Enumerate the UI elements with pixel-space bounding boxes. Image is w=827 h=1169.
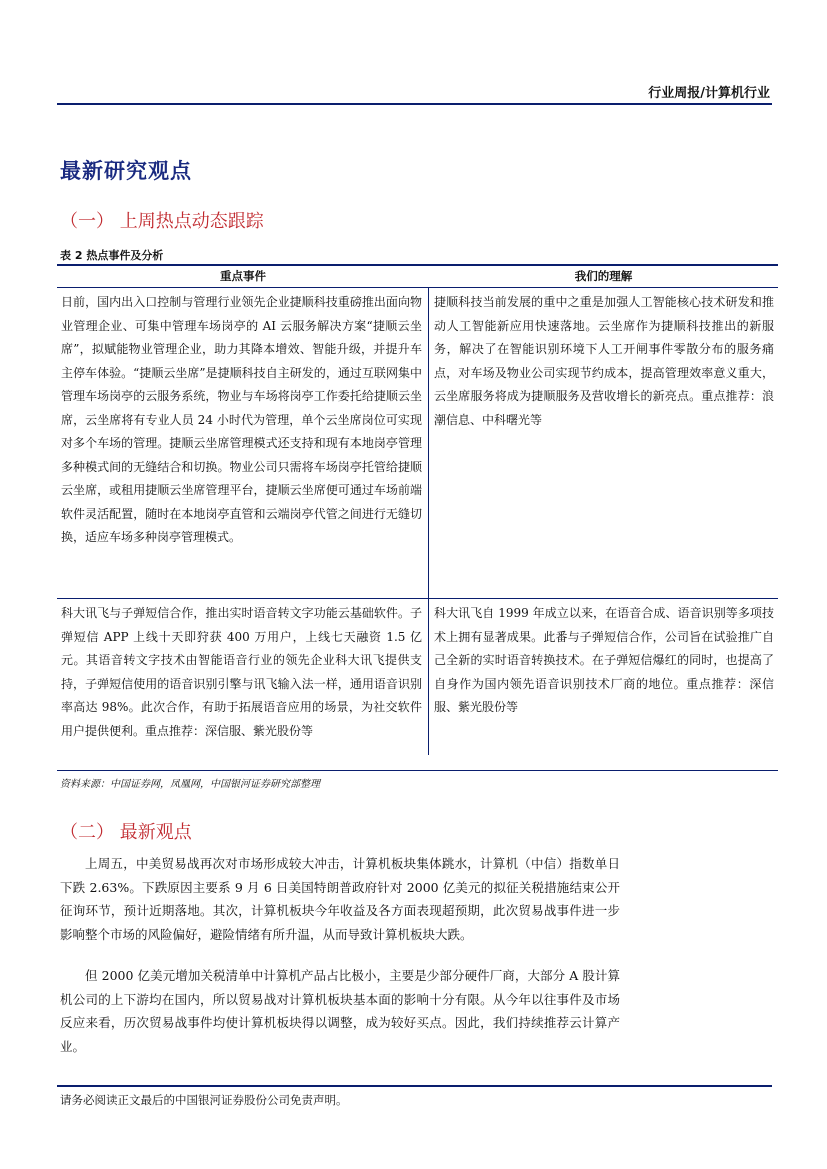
paragraph: 上周五，中美贸易战再次对市场形成较大冲击，计算机板块集体跳水，计算机（中信）指数单日下跌 2.63%。下跌原因主要系 9 月 6 日美国特朗普政府针对 2000 亿美元的拟征关税措施结束公开征询环节，预计近期落地。其次，计算机板块今年收益及各方面表现超预期，此次贸易战事件进一步影响整个市场的风险偏好，避险情绪有所升温，从而导致计算机板块大跌。 [60,856,620,942]
table-cell-view: 捷顺科技当前发展的重中之重是加强人工智能核心技术研发和推动人工智能新应用快速落地。云坐席作为捷顺科技推出的新服务，解决了在智能识别环境下人工开闸事件零散分布的服务痛点，对车场及物业公司实现节约成本，提高管理效率意义重大，云坐席服务将成为捷顺服务及营收增长的新亮点。重点推荐：浪潮信息、中科曙光等 [434,295,774,427]
table-row [57,599,778,755]
table-caption: 表 2 热点事件及分析 [60,249,164,262]
section-title: 最新研究观点 [60,159,192,183]
table-header-view: 我们的理解 [574,269,633,283]
table-cell-event: 科大讯飞与子弹短信合作，推出实时语音转文字功能云基础软件。子弹短信 APP 上线十天即狩获 400 万用户，上线七天融资 1.5 亿元。其语音转文字技术由智能语音行业的领先企业科大讯飞提供支持，子弹短信使用的语音识别引擎与讯飞输入法一样，通用语音识别率高达 98%。此次合作，有助于拓展语音应用的场景，为社交软件用户提供便利。重点推荐：深信服、紫光股份等 [57,599,429,755]
table-bottom-rule [57,770,778,771]
header-title: 行业周报/计算机行业 [648,86,770,101]
footer-rule [57,1085,772,1087]
footer-disclaimer: 请务必阅读正文最后的中国银河证券股份公司免责声明。 [60,1093,348,1107]
table-header-events: 重点事件 [220,269,266,283]
paragraph: 但 2000 亿美元增加关税清单中计算机产品占比极小，主要是少部分硬件厂商，大部分 A 股计算机公司的上下游均在国内，所以贸易战对计算机板块基本面的影响十分有限。从今年以往事件及市场反应来看，历次贸易战事件均使计算机板块得以调整，成为较好买点。因此，我们持续推荐云计算产业。 [60,968,620,1054]
header-rule [57,103,772,105]
table-cell-event: 日前，国内出入口控制与管理行业领先企业捷顺科技重磅推出面向物业管理企业、可集中管理车场岗亭的 AI 云服务解决方案“捷顺云坐席”，拟赋能物业管理企业，助力其降本增效、智能升级，并提升车主停车体验。“捷顺云坐席”是捷顺科技自主研发的，通过互联网集中管理车场岗亭的云服务系统，物业与车场将岗亭工作委托给捷顺云坐席，云坐席将有专业人员 24 小时代为管理，单个云坐席岗位可实现对多个车场的管理。捷顺云坐席管理模式还支持和现有本地岗亭管理多种模式间的无缝结合和切换。物业公司只需将车场岗亭托管给捷顺云坐席，或租用捷顺云坐席管理平台，捷顺云坐席便可通过车场前端软件灵活配置，随时在本地岗亭直管和云端岗亭代管之间进行无缝切换，适应车场多种岗亭管理模式。 [57,288,429,598]
table-cell-view: 科大讯飞自 1999 年成立以来，在语音合成、语音识别等多项技术上拥有显著成果。此番与子弹短信合作，公司旨在试验推广自己全新的实时语音转换技术。在子弹短信爆红的同时，也提高了自身作为国内领先语音识别技术厂商的地位。重点推荐：深信服、紫光股份等 [434,606,774,714]
table-source: 资料来源：中国证券网，凤凰网，中国银河证券研究部整理 [60,779,320,790]
table-header [57,266,778,288]
subsection-title-2: （二） 最新观点 [60,822,192,843]
hot-events-table [57,264,778,755]
subsection-title-1: （一） 上周热点动态跟踪 [60,211,264,232]
table-row [57,288,778,599]
